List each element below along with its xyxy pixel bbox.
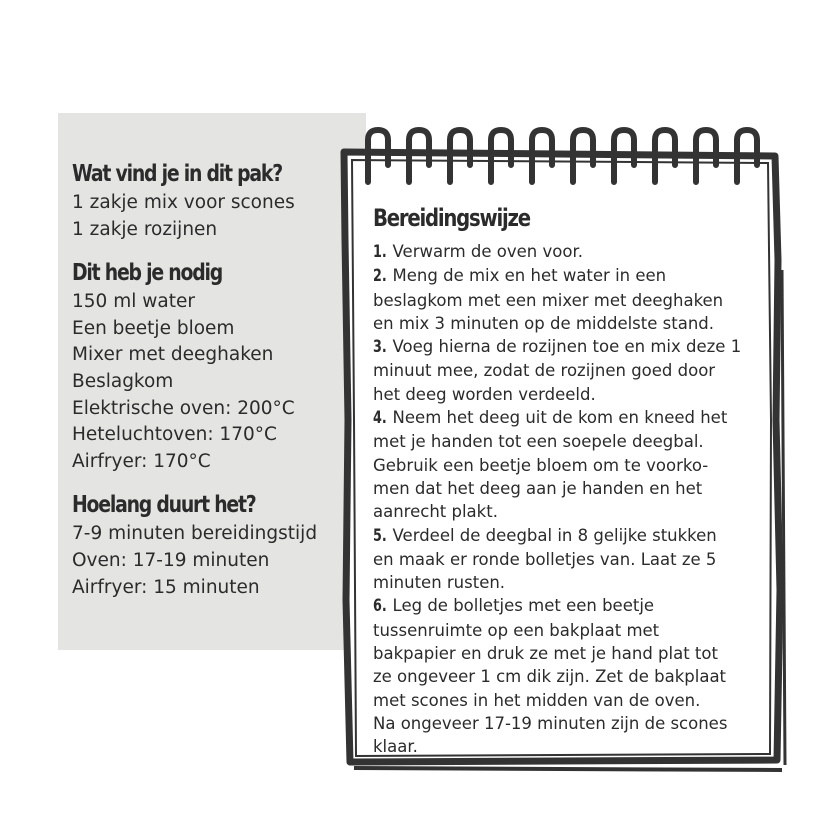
needs-item: Beslagkom: [72, 370, 174, 392]
step-6-line: tussenruimte op een bakplaat met: [373, 620, 660, 640]
needs-heading: Dit heb je nodig: [72, 260, 222, 287]
step-text: Neem het deeg uit de kom en kneed het: [392, 408, 728, 428]
step-number: 2.: [373, 266, 387, 287]
duration-item: Oven: 17-19 minuten: [72, 549, 270, 571]
preparation-heading: Bereidingswijze: [373, 204, 530, 232]
step-number: 4.: [373, 408, 387, 429]
step-number: 1.: [373, 242, 387, 262]
step-4-line: men dat het deeg aan je handen en het: [373, 478, 703, 498]
step-2-line: beslagkom met een mixer met deeghaken: [373, 290, 724, 310]
step-6: [373, 594, 773, 618]
contents-section: [72, 158, 352, 243]
step-5-line: minuten rusten.: [373, 573, 506, 593]
contents-item: 1 zakje mix voor scones: [72, 192, 295, 213]
step-text: Meng de mix en het water in een: [392, 266, 667, 286]
needs-item: Mixer met deeghaken: [72, 344, 274, 366]
step-5-line: en maak er ronde bolletjes van. Laat ze 5: [373, 549, 717, 569]
needs-item: Airfryer: 170°C: [72, 450, 211, 472]
step-4: [373, 406, 773, 430]
step-3-line: het deeg worden verdeeld.: [373, 384, 596, 404]
needs-item: Elektrische oven: 200°C: [72, 397, 295, 419]
step-text: Leg de bolletjes met een beetje: [392, 596, 655, 616]
step-4-line: aanrecht plakt.: [373, 502, 498, 522]
needs-section: [72, 257, 352, 475]
step-text: Voeg hierna de rozijnen toe en mix deze 1: [392, 337, 742, 357]
step-6-line: Na ongeveer 17-19 minuten zijn de scones: [373, 713, 728, 733]
step-number: 5.: [373, 525, 387, 546]
step-1: [373, 240, 773, 264]
duration-heading: Hoelang duurt het?: [72, 492, 256, 519]
step-6-line: klaar.: [373, 737, 418, 757]
step-2-line: en mix 3 minuten op de middelste stand.: [373, 313, 714, 333]
needs-item: 150 ml water: [72, 291, 195, 313]
step-2: [373, 264, 773, 288]
info-column: [72, 158, 352, 615]
step-3-line: minuut mee, zodat de rozijnen goed door: [373, 361, 716, 381]
needs-item: Heteluchtoven: 170°C: [72, 424, 277, 446]
duration-item: Airfryer: 15 minuten: [72, 576, 260, 598]
duration-item: 7-9 minuten bereidingstijd: [72, 523, 318, 545]
step-3: [373, 335, 773, 359]
step-text: Verdeel de deegbal in 8 gelijke stukken: [392, 525, 717, 545]
needs-item: Een beetje bloem: [72, 317, 235, 339]
step-text: Verwarm de oven voor.: [392, 242, 583, 261]
preparation-steps: [373, 202, 773, 759]
step-4-line: Gebruik een beetje bloem om te voorko-: [373, 455, 709, 475]
step-5: [373, 524, 773, 548]
step-number: 3.: [373, 337, 387, 358]
step-6-line: met scones in het midden van de oven.: [373, 690, 701, 710]
step-4-line: met je handen tot een soepele deegbal.: [373, 432, 704, 452]
contents-item: 1 zakje rozijnen: [72, 218, 218, 240]
duration-section: [72, 489, 352, 601]
step-6-line: ze ongeveer 1 cm dik zijn. Zet de bakplaat: [373, 667, 727, 687]
contents-heading: Wat vind je in dit pak?: [72, 161, 282, 187]
step-6-line: bakpapier en druk ze met je hand plat tot: [373, 644, 718, 664]
step-number: 6.: [373, 596, 387, 617]
